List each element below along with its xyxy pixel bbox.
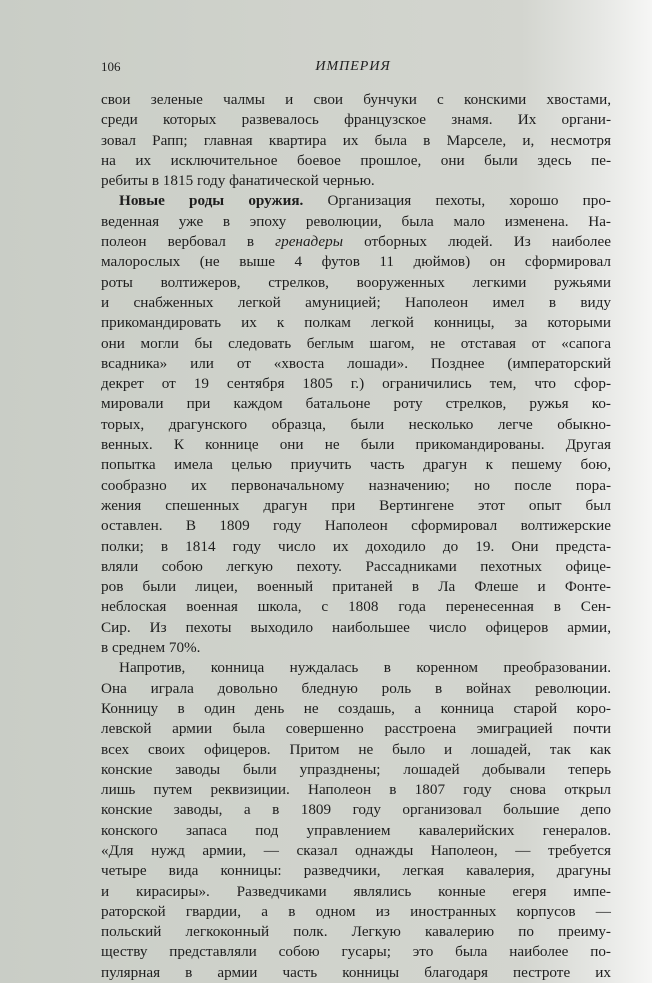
- text-line: Сир. Из пехоты выходило наибольшее число офицеров армии,: [101, 618, 611, 636]
- page-number: 106: [101, 59, 121, 74]
- text-line: лишь путем реквизиции. Наполеон в 1807 году снова открыл: [101, 781, 611, 799]
- text-line: ществу представляли собою гусары; это была наиболее по-: [101, 943, 611, 961]
- text-line: ребиты в 1815 году фанатической чернью.: [101, 172, 375, 190]
- text-line: Конницу в один день не создашь, а конница старой коро-: [101, 699, 611, 717]
- text-line: конские заводы были упразднены; лошадей добывали теперь: [101, 760, 611, 778]
- text-line: Напротив, конница нуждалась в коренном преобразовании.: [119, 659, 611, 677]
- text-line: полки; в 1814 году число их доходило до 19. Они предста-: [101, 537, 611, 555]
- section-heading: Новые роды оружия.: [119, 192, 304, 210]
- text-line: мировали при каждом батальоне роту стрелков, ружья ко-: [101, 395, 611, 413]
- text-line: венных. К коннице они не были прикомандированы. Другая: [101, 436, 611, 454]
- text-line: роты волтижеров, стрелков, вооруженных легкими ружьями: [101, 273, 611, 291]
- text-line: польский легкоконный полк. Легкую кавалерию по преиму-: [101, 923, 611, 941]
- text-line: в среднем 70%.: [101, 639, 201, 657]
- text-line: пулярная в армии часть конницы благодаря пестроте их: [101, 963, 611, 981]
- text-line: прикомандировать их к полкам легкой конницы, за которыми: [101, 314, 611, 332]
- text-line: они могли бы следовать беглым шагом, не отставая от «сапога: [101, 334, 611, 352]
- text-line: жения спешенных драгун при Вертингене этот опыт был: [101, 496, 611, 514]
- text-line: и кирасиры». Разведчиками являлись конные егеря импе-: [101, 882, 611, 900]
- text-line: вляли собою легкую пехоту. Рассадниками пехотных офице-: [101, 557, 611, 575]
- text-line: раторской гвардии, а в одном из иностранных корпусов —: [101, 902, 611, 920]
- text-line: среди которых развевалось французское знамя. Их органи-: [101, 111, 611, 129]
- running-title: ИМПЕРИЯ: [315, 59, 391, 74]
- text-line: полеон вербовал в гренадеры отборных людей. Из наиболее: [101, 233, 611, 251]
- text-line: конского запаса под управлением кавалерийских генералов.: [101, 821, 611, 839]
- text-line: левской армии была совершенно расстроена эмиграцией почти: [101, 720, 611, 738]
- body-text: [101, 90, 611, 983]
- text-line: неблоская военная школа, с 1808 года перенесенная в Сен-: [101, 598, 611, 616]
- text-line: конские заводы, а в 1809 году организовал большие депо: [101, 801, 611, 819]
- italic-term: гренадеры: [275, 233, 344, 251]
- text-line: всадника» или от «хвоста лошади». Позднее (императорский: [101, 354, 611, 372]
- text-line: на их исключительное боевое прошлое, они были здесь пе-: [101, 151, 611, 169]
- text-line: сообразно их первоначальному назначению; но после пора-: [101, 476, 611, 494]
- text-line: четыре вида конницы: разведчики, легкая кавалерия, драгуны: [101, 862, 611, 880]
- text-line: торых, драгунского образца, были несколько легче обыкно-: [101, 415, 611, 433]
- text-line: зовал Рапп; главная квартира их была в Марселе, и, несмотря: [101, 131, 611, 149]
- text-line: свои зеленые чалмы и свои бунчуки с конскими хвостами,: [101, 91, 611, 108]
- text-line: оставлен. В 1809 году Наполеон сформировал волтижерские: [101, 517, 611, 535]
- text-line: Она играла довольно бледную роль в войнах революции.: [101, 679, 611, 697]
- text-line: и снабженных легкой амуницией; Наполеон имел в виду: [101, 293, 611, 311]
- text-line: малорослых (не выше 4 футов 11 дюймов) он сформировал: [101, 253, 611, 271]
- text-line: Новые роды оружия. Организация пехоты, хорошо про-: [119, 192, 611, 210]
- text-line: ров были лицеи, военный пританей в Ла Флеше и Фонте-: [101, 578, 611, 596]
- text-line: «Для нужд армии, — сказал однажды Наполеон, — требуется: [101, 841, 611, 859]
- text-line: попытка имела целью приучить часть драгун к пешему бою,: [101, 456, 611, 474]
- text-line: веденная уже в эпоху революции, была мало изменена. На-: [101, 212, 611, 230]
- text-line: всех своих офицеров. Притом не было и лошадей, так как: [101, 740, 611, 758]
- text-line: декрет от 19 сентября 1805 г.) ограничились тем, что сфор-: [101, 375, 611, 393]
- page-header: [101, 59, 605, 79]
